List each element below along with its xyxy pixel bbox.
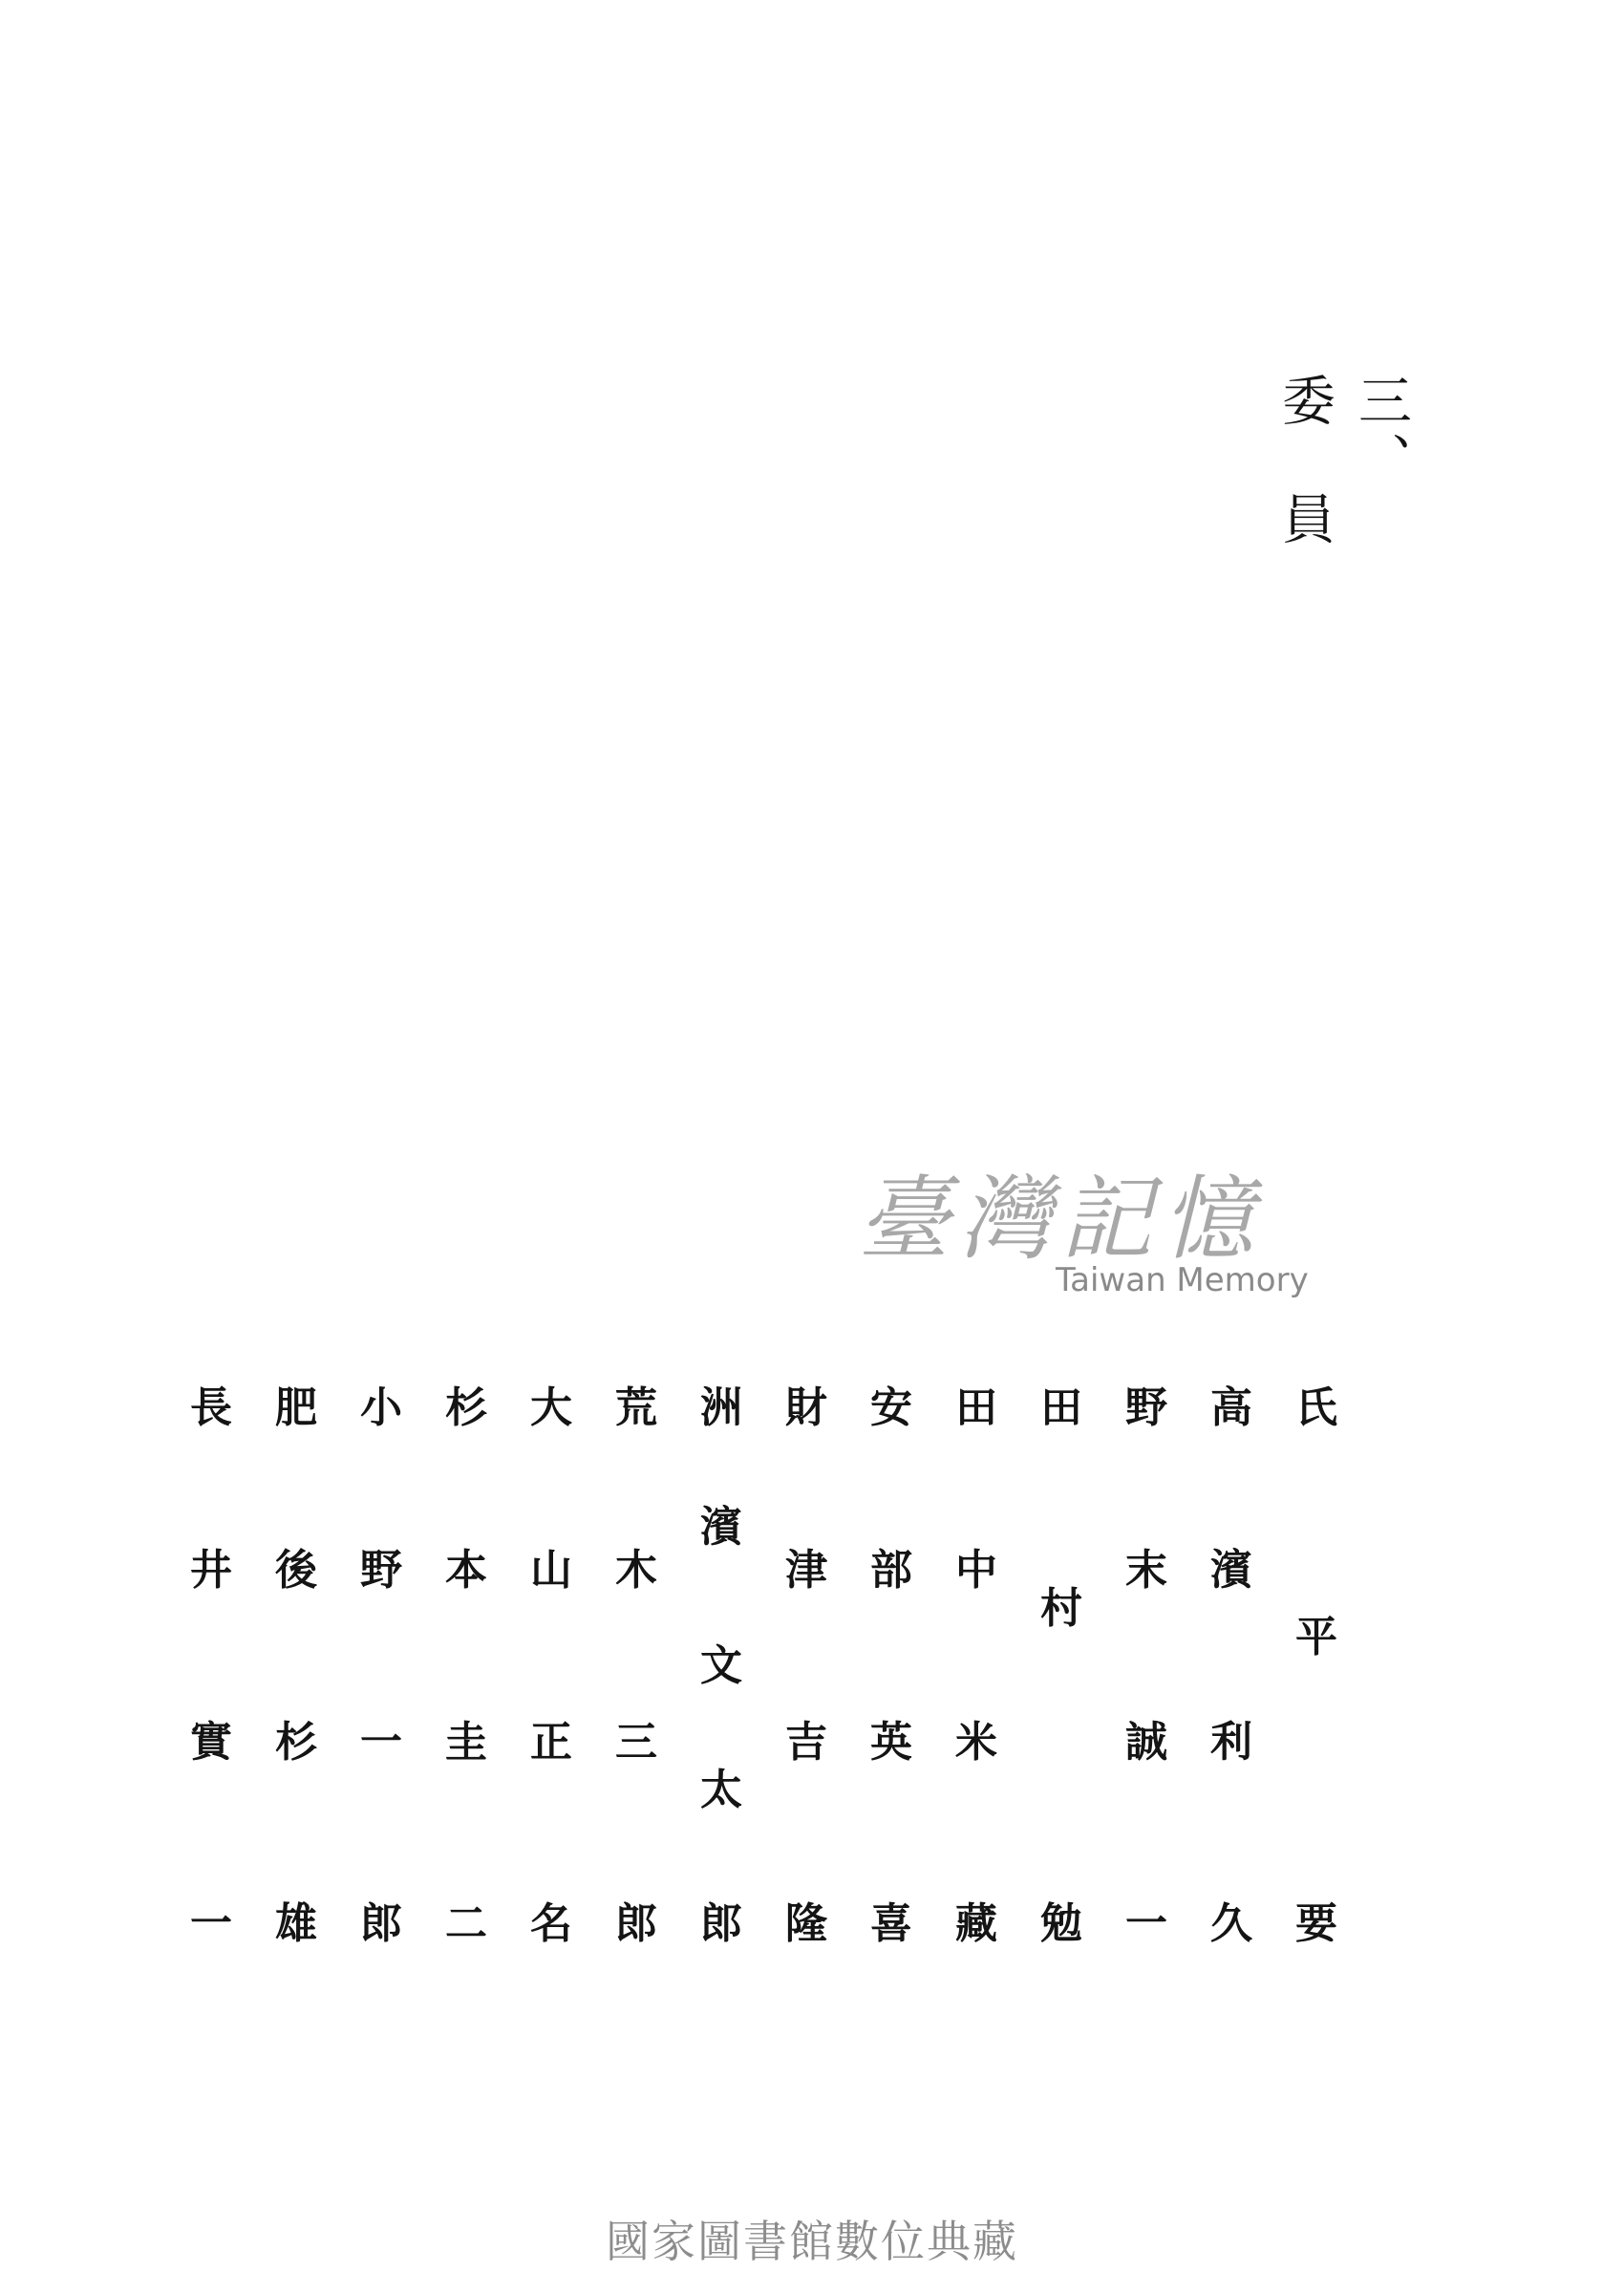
name-character: 濱 (1210, 1546, 1252, 1595)
name-character: 杉 (275, 1718, 317, 1767)
name-character: 英 (870, 1718, 912, 1767)
name-character: 田 (1040, 1383, 1082, 1432)
name-character: 野 (1125, 1383, 1167, 1432)
name-character: 財 (785, 1383, 827, 1432)
name-character: 安 (870, 1383, 912, 1432)
name-character: 名 (530, 1899, 572, 1948)
name-character: 井 (190, 1546, 232, 1595)
name-character: 氏 (1295, 1383, 1337, 1432)
name-character: 二 (445, 1899, 487, 1948)
name-character: 太 (700, 1766, 742, 1814)
name-character: 郎 (615, 1899, 657, 1948)
name-character: 本 (445, 1546, 487, 1595)
name-character: 郎 (360, 1899, 402, 1948)
name-character: 雄 (275, 1899, 317, 1948)
name-character: 小 (360, 1383, 402, 1432)
name-character: 津 (785, 1546, 827, 1595)
name-character: 喜 (870, 1899, 912, 1948)
name-character: 文 (700, 1641, 742, 1690)
name-character: 久 (1210, 1899, 1252, 1948)
footer-credit: 國家圖書館數位典藏 (606, 2216, 1018, 2267)
watermark-chinese: 臺灣記憶 (858, 1166, 1263, 1273)
name-character: 濱 (700, 1503, 742, 1552)
section-heading (1273, 373, 1419, 793)
name-character: 藏 (955, 1899, 997, 1948)
name-character: 山 (530, 1546, 572, 1595)
name-character: 木 (615, 1546, 657, 1595)
name-character: 村 (1040, 1584, 1082, 1633)
section-title: 委 員 (1273, 373, 1336, 550)
name-character: 隆 (785, 1899, 827, 1948)
name-character: 要 (1295, 1899, 1337, 1948)
name-character: 吉 (785, 1718, 827, 1767)
name-character: 肥 (275, 1383, 317, 1432)
name-character: 末 (1125, 1546, 1167, 1595)
name-character: 野 (360, 1546, 402, 1595)
name-character: 杉 (445, 1383, 487, 1432)
name-character: 洲 (700, 1383, 742, 1432)
name-character: 中 (955, 1546, 997, 1595)
watermark-english: Taiwan Memory (1056, 1261, 1309, 1299)
name-character: 三 (615, 1718, 657, 1767)
name-character: 長 (190, 1383, 232, 1432)
name-character: 正 (530, 1718, 572, 1767)
section-number: 三、 (1350, 373, 1412, 491)
name-character: 高 (1210, 1383, 1252, 1432)
name-character: 米 (955, 1718, 997, 1767)
name-character: 利 (1210, 1718, 1252, 1767)
name-character: 一 (360, 1718, 402, 1767)
name-character: 荒 (615, 1383, 657, 1432)
name-character: 圭 (445, 1718, 487, 1767)
name-character: 郎 (700, 1899, 742, 1948)
name-character: 實 (190, 1718, 232, 1767)
name-character: 部 (870, 1546, 912, 1595)
name-character: 大 (530, 1383, 572, 1432)
taiwan-memory-watermark (812, 1146, 1309, 1318)
name-character: 一 (190, 1899, 232, 1948)
name-character: 勉 (1040, 1899, 1082, 1948)
name-character: 後 (275, 1546, 317, 1595)
name-character: 一 (1125, 1899, 1167, 1948)
name-character: 田 (955, 1383, 997, 1432)
name-character: 平 (1295, 1613, 1337, 1661)
name-character: 誠 (1125, 1718, 1167, 1767)
